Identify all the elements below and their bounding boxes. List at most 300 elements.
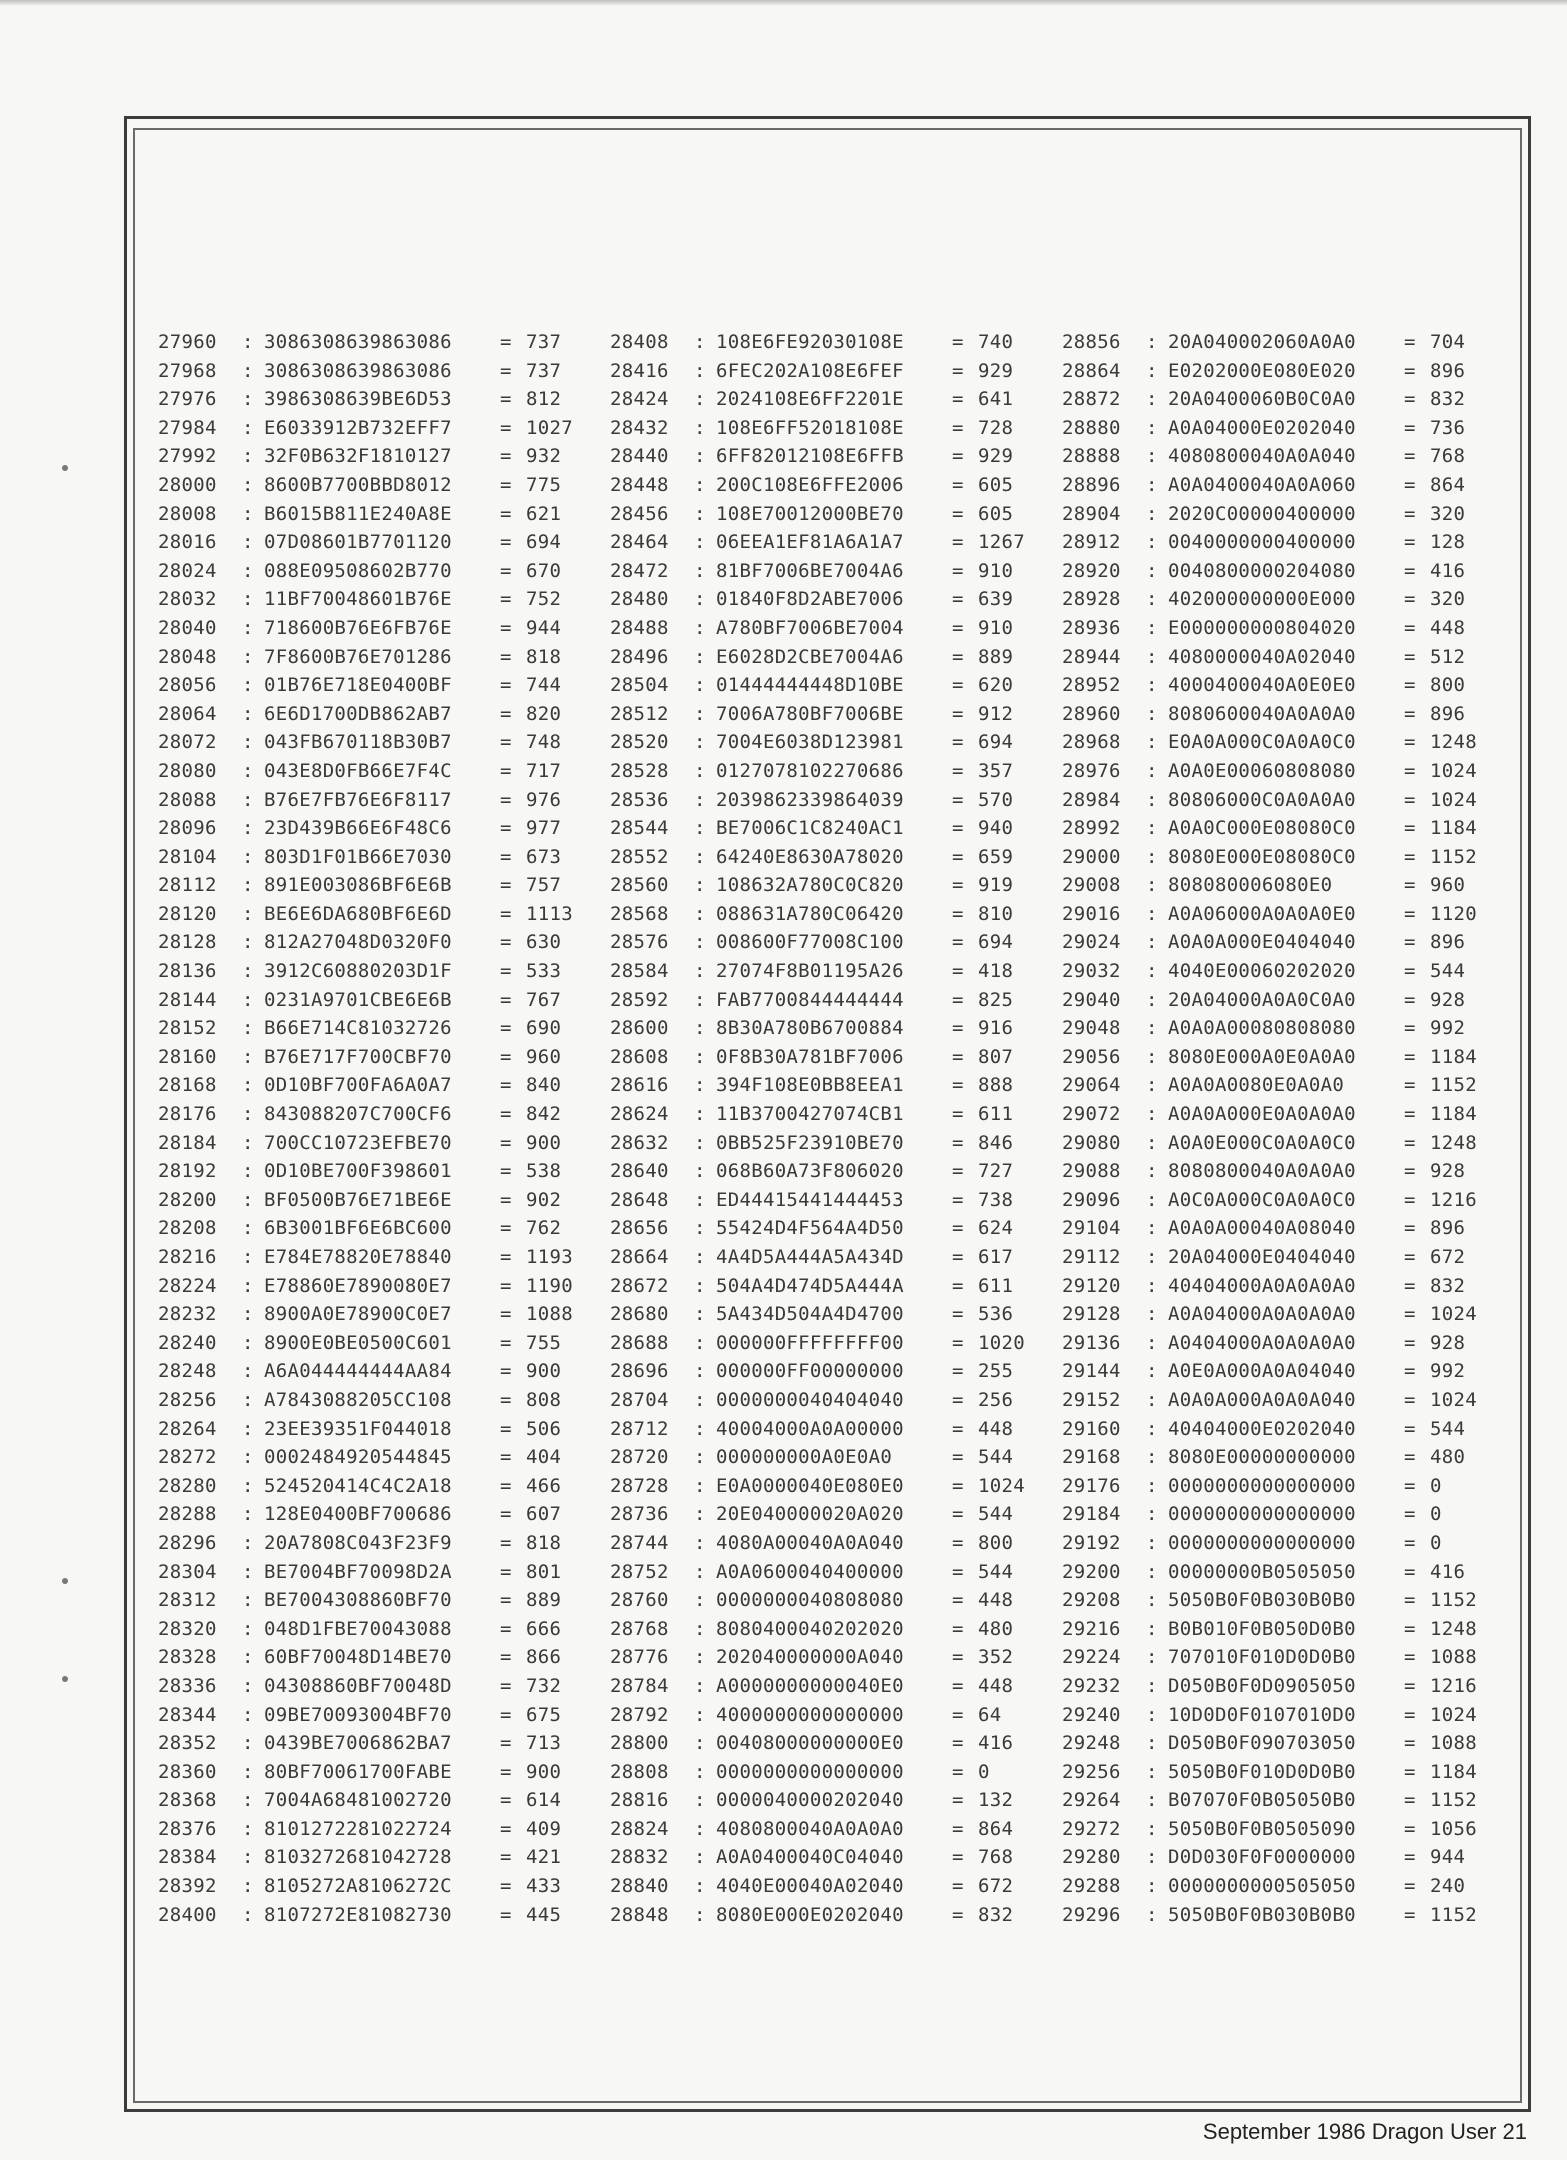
hex-data: A0A0E00060808080: [1168, 759, 1356, 782]
checksum: 533: [526, 960, 562, 983]
checksum: 672: [1430, 1246, 1466, 1268]
listing-row: [610, 500, 1062, 529]
equals-sign: =: [500, 416, 512, 439]
colon-separator: :: [1146, 531, 1158, 554]
listing-row: [158, 643, 610, 672]
equals-sign: =: [952, 1074, 964, 1097]
hex-data: 40004000A0A00000: [716, 1417, 904, 1440]
equals-sign: =: [952, 1789, 964, 1812]
line-address: 29000: [1062, 845, 1121, 868]
line-address: 28704: [610, 1388, 669, 1411]
hex-data: A0A0A000E0404040: [1168, 931, 1356, 954]
colon-separator: :: [242, 502, 254, 525]
checksum: 740: [978, 331, 1014, 353]
checksum: 902: [526, 1188, 562, 1211]
colon-separator: :: [694, 445, 706, 468]
listing-row: [610, 1843, 1062, 1872]
equals-sign: =: [1404, 1131, 1416, 1154]
checksum: 544: [978, 1560, 1014, 1583]
listing-row: [1062, 1472, 1514, 1501]
hex-data: 4A4D5A444A5A434D: [716, 1246, 904, 1268]
listing-row: [610, 928, 1062, 957]
hex-data: 7004E6038D123981: [716, 731, 904, 754]
checksum: 607: [526, 1503, 562, 1526]
hex-data: 108E70012000BE70: [716, 502, 904, 525]
checksum: 512: [1430, 645, 1466, 668]
line-address: 27960: [158, 331, 217, 353]
line-address: 28536: [610, 788, 669, 811]
listing-row: [158, 1157, 610, 1186]
listing-row: [158, 585, 610, 614]
colon-separator: :: [1146, 1760, 1158, 1783]
hex-data: 000000FFFFFFFF00: [716, 1331, 904, 1354]
hex-data: 108E6FE92030108E: [716, 331, 904, 353]
equals-sign: =: [500, 1646, 512, 1669]
hex-data: A0A0600040400000: [716, 1560, 904, 1583]
equals-sign: =: [1404, 874, 1416, 897]
hex-data: 20A040002060A0A0: [1168, 331, 1356, 353]
checksum: 889: [526, 1589, 562, 1612]
checksum: 672: [978, 1875, 1014, 1898]
equals-sign: =: [1404, 1789, 1416, 1812]
hex-data: 6B3001BF6E6BC600: [264, 1217, 452, 1240]
line-address: 29136: [1062, 1331, 1121, 1354]
line-address: 28960: [1062, 702, 1121, 725]
hex-data: E0202000E080E020: [1168, 359, 1356, 382]
hex-data: 3086308639863086: [264, 359, 452, 382]
line-address: 28888: [1062, 445, 1121, 468]
checksum: 255: [978, 1360, 1014, 1383]
listing-row: [1062, 1643, 1514, 1672]
line-address: 28232: [158, 1303, 217, 1326]
line-address: 28688: [610, 1331, 669, 1354]
listing-row: [1062, 1157, 1514, 1186]
colon-separator: :: [242, 531, 254, 554]
line-address: 28440: [610, 445, 669, 468]
equals-sign: =: [952, 1474, 964, 1497]
line-address: 29168: [1062, 1446, 1121, 1469]
listing-row: [158, 786, 610, 815]
listing-row: [158, 900, 610, 929]
line-address: 28512: [610, 702, 669, 725]
line-address: 28696: [610, 1360, 669, 1383]
line-address: 28240: [158, 1331, 217, 1354]
colon-separator: :: [1146, 1846, 1158, 1869]
colon-separator: :: [694, 759, 706, 782]
equals-sign: =: [952, 874, 964, 897]
hex-data: 524520414C4C2A18: [264, 1474, 452, 1497]
colon-separator: :: [1146, 1446, 1158, 1469]
line-address: 28360: [158, 1760, 217, 1783]
hex-data: E000000000804020: [1168, 616, 1356, 639]
checksum: 620: [978, 674, 1014, 697]
colon-separator: :: [242, 1846, 254, 1869]
equals-sign: =: [500, 1360, 512, 1383]
checksum: 910: [978, 616, 1014, 639]
listing-row: [1062, 414, 1514, 443]
equals-sign: =: [952, 1331, 964, 1354]
colon-separator: :: [1146, 445, 1158, 468]
colon-separator: :: [1146, 1674, 1158, 1697]
equals-sign: =: [1404, 1560, 1416, 1583]
checksum: 910: [978, 559, 1014, 582]
colon-separator: :: [242, 1589, 254, 1612]
colon-separator: :: [694, 960, 706, 983]
listing-row: [158, 757, 610, 786]
checksum: 544: [1430, 960, 1466, 983]
checksum: 506: [526, 1417, 562, 1440]
line-address: 28136: [158, 960, 217, 983]
listing-row: [610, 1901, 1062, 1930]
hex-data: 5050B0F0B0505090: [1168, 1817, 1356, 1840]
checksum: 0: [1430, 1531, 1442, 1554]
equals-sign: =: [952, 674, 964, 697]
checksum: 864: [1430, 473, 1466, 496]
listing-row: [158, 328, 610, 357]
line-address: 28784: [610, 1674, 669, 1697]
line-address: 28272: [158, 1446, 217, 1469]
equals-sign: =: [500, 1160, 512, 1183]
line-address: 28672: [610, 1274, 669, 1297]
colon-separator: :: [1146, 1188, 1158, 1211]
checksum: 416: [978, 1732, 1014, 1755]
colon-separator: :: [694, 1331, 706, 1354]
hex-data: A0A0A00080808080: [1168, 1017, 1356, 1040]
hex-data: 6FEC202A108E6FEF: [716, 359, 904, 382]
checksum: 544: [1430, 1417, 1466, 1440]
listing-row: [1062, 585, 1514, 614]
line-address: 28496: [610, 645, 669, 668]
line-address: 28576: [610, 931, 669, 954]
line-address: 28144: [158, 988, 217, 1011]
listing-row: [158, 1615, 610, 1644]
hex-data: 808080006080E0: [1168, 874, 1333, 897]
hex-data: 8600B7700BBD8012: [264, 473, 452, 496]
checksum: 673: [526, 845, 562, 868]
equals-sign: =: [952, 1103, 964, 1126]
hex-data: 6FF82012108E6FFB: [716, 445, 904, 468]
listing-row: [158, 557, 610, 586]
checksum: 409: [526, 1817, 562, 1840]
hex-data: B07070F0B05050B0: [1168, 1789, 1356, 1812]
listing-row: [1062, 1529, 1514, 1558]
listing-row: [610, 1672, 1062, 1701]
colon-separator: :: [242, 931, 254, 954]
line-address: 28024: [158, 559, 217, 582]
listing-row: [1062, 1043, 1514, 1072]
checksum: 641: [978, 388, 1014, 411]
hex-data: A0A0A000A0A0A040: [1168, 1388, 1356, 1411]
listing-row: [1062, 786, 1514, 815]
checksum: 944: [526, 616, 562, 639]
listing-row: [158, 1529, 610, 1558]
line-address: 29064: [1062, 1074, 1121, 1097]
listing-row: [1062, 500, 1514, 529]
colon-separator: :: [694, 1388, 706, 1411]
line-address: 28984: [1062, 788, 1121, 811]
hex-data: 068B60A73F806020: [716, 1160, 904, 1183]
checksum: 717: [526, 759, 562, 782]
listing-row: [1062, 471, 1514, 500]
page-top-edge: [0, 0, 1567, 6]
line-address: 28448: [610, 473, 669, 496]
listing-row: [158, 1586, 610, 1615]
listing-row: [1062, 700, 1514, 729]
equals-sign: =: [1404, 1017, 1416, 1040]
listing-row: [610, 442, 1062, 471]
colon-separator: :: [694, 559, 706, 582]
line-address: 28656: [610, 1217, 669, 1240]
checksum: 928: [1430, 1331, 1466, 1354]
hex-data: 4080A00040A0A040: [716, 1531, 904, 1554]
hex-data: 008600F77008C100: [716, 931, 904, 954]
listing-row: [610, 357, 1062, 386]
hex-data: 20E040000020A020: [716, 1503, 904, 1526]
listing-row: [158, 957, 610, 986]
hex-data: 7006A780BF7006BE: [716, 702, 904, 725]
colon-separator: :: [1146, 331, 1158, 353]
listing-row: [158, 1901, 610, 1930]
equals-sign: =: [952, 1560, 964, 1583]
listing-row: [1062, 728, 1514, 757]
checksum: 736: [1430, 416, 1466, 439]
line-address: 28104: [158, 845, 217, 868]
checksum: 992: [1430, 1360, 1466, 1383]
colon-separator: :: [1146, 1617, 1158, 1640]
colon-separator: :: [242, 1875, 254, 1898]
hex-data: D0D030F0F0000000: [1168, 1846, 1356, 1869]
listing-row: [158, 1843, 610, 1872]
listing-row: [610, 1529, 1062, 1558]
equals-sign: =: [1404, 1074, 1416, 1097]
listing-row: [610, 1329, 1062, 1358]
colon-separator: :: [694, 1246, 706, 1268]
line-address: 28472: [610, 559, 669, 582]
hex-data: 5050B0F0B030B0B0: [1168, 1589, 1356, 1612]
equals-sign: =: [500, 1789, 512, 1812]
hex-data: 0000000040808080: [716, 1589, 904, 1612]
colon-separator: :: [694, 1846, 706, 1869]
line-address: 28904: [1062, 502, 1121, 525]
checksum: 864: [978, 1817, 1014, 1840]
equals-sign: =: [500, 788, 512, 811]
equals-sign: =: [500, 817, 512, 840]
listing-row: [1062, 1558, 1514, 1587]
colon-separator: :: [242, 388, 254, 411]
colon-separator: :: [1146, 1045, 1158, 1068]
listing-row: [610, 1071, 1062, 1100]
listing-row: [610, 1243, 1062, 1272]
listing-row: [610, 1415, 1062, 1444]
checksum: 818: [526, 645, 562, 668]
hex-data: 20A7808C043F23F9: [264, 1531, 452, 1554]
colon-separator: :: [242, 731, 254, 754]
hex-data: A0A04000A0A0A0A0: [1168, 1303, 1356, 1326]
checksum: 919: [978, 874, 1014, 897]
listing-row: [158, 1701, 610, 1730]
line-address: 28416: [610, 359, 669, 382]
checksum: 762: [526, 1217, 562, 1240]
colon-separator: :: [242, 674, 254, 697]
colon-separator: :: [242, 817, 254, 840]
line-address: 28248: [158, 1360, 217, 1383]
checksum: 416: [1430, 1560, 1466, 1583]
hex-data: 20A04000A0A0C0A0: [1168, 988, 1356, 1011]
equals-sign: =: [1404, 902, 1416, 925]
listing-row: [1062, 643, 1514, 672]
checksum: 744: [526, 674, 562, 697]
line-address: 28640: [610, 1160, 669, 1183]
hex-data: 0D10BE700F398601: [264, 1160, 452, 1183]
checksum: 1152: [1430, 1589, 1477, 1612]
colon-separator: :: [242, 1531, 254, 1554]
colon-separator: :: [242, 588, 254, 611]
colon-separator: :: [242, 1789, 254, 1812]
listing-row: [1062, 1586, 1514, 1615]
equals-sign: =: [952, 1703, 964, 1726]
equals-sign: =: [952, 502, 964, 525]
listing-row: [158, 728, 610, 757]
listing-row: [158, 1014, 610, 1043]
checksum: 433: [526, 1875, 562, 1898]
equals-sign: =: [1404, 473, 1416, 496]
listing-row: [610, 728, 1062, 757]
checksum: 1113: [526, 902, 573, 925]
colon-separator: :: [1146, 1817, 1158, 1840]
listing-row: [1062, 928, 1514, 957]
hex-data: 0F8B30A781BF7006: [716, 1045, 904, 1068]
colon-separator: :: [694, 1303, 706, 1326]
listing-row: [158, 1758, 610, 1787]
listing-row: [1062, 1672, 1514, 1701]
colon-separator: :: [694, 1017, 706, 1040]
equals-sign: =: [500, 1617, 512, 1640]
hex-data: BE7006C1C8240AC1: [716, 817, 904, 840]
equals-sign: =: [952, 1674, 964, 1697]
checksum: 240: [1430, 1875, 1466, 1898]
line-address: 28648: [610, 1188, 669, 1211]
colon-separator: :: [242, 473, 254, 496]
line-address: 28192: [158, 1160, 217, 1183]
equals-sign: =: [952, 1131, 964, 1154]
hex-data: 8080600040A0A0A0: [1168, 702, 1356, 725]
line-address: 28544: [610, 817, 669, 840]
hex-data: 8B30A780B6700884: [716, 1017, 904, 1040]
colon-separator: :: [242, 1732, 254, 1755]
line-address: 29088: [1062, 1160, 1121, 1183]
listing-row: [1062, 843, 1514, 872]
listing-row: [610, 871, 1062, 900]
line-address: 28208: [158, 1217, 217, 1240]
colon-separator: :: [694, 731, 706, 754]
hex-data: 8103272681042728: [264, 1846, 452, 1869]
line-address: 28592: [610, 988, 669, 1011]
colon-separator: :: [694, 931, 706, 954]
equals-sign: =: [1404, 674, 1416, 697]
checksum: 825: [978, 988, 1014, 1011]
page-footer: September 1986 Dragon User 21: [1202, 2119, 1527, 2144]
checksum: 900: [526, 1131, 562, 1154]
listing-row: [1062, 757, 1514, 786]
line-address: 29016: [1062, 902, 1121, 925]
hex-data: 043E8D0FB66E7F4C: [264, 759, 452, 782]
listing-row: [610, 786, 1062, 815]
equals-sign: =: [952, 902, 964, 925]
hex-data: 700CC10723EFBE70: [264, 1131, 452, 1154]
listing-row: [610, 1186, 1062, 1215]
equals-sign: =: [500, 874, 512, 897]
equals-sign: =: [952, 445, 964, 468]
line-address: 28160: [158, 1045, 217, 1068]
colon-separator: :: [1146, 588, 1158, 611]
line-address: 29216: [1062, 1617, 1121, 1640]
hex-data: 402000000000E000: [1168, 588, 1356, 611]
colon-separator: :: [1146, 1103, 1158, 1126]
equals-sign: =: [952, 960, 964, 983]
checksum: 1190: [526, 1274, 573, 1297]
equals-sign: =: [500, 1732, 512, 1755]
colon-separator: :: [242, 902, 254, 925]
equals-sign: =: [952, 845, 964, 868]
hex-data: 0000000000000000: [1168, 1531, 1356, 1554]
equals-sign: =: [500, 1846, 512, 1869]
hex-data: 0231A9701CBE6E6B: [264, 988, 452, 1011]
listing-row: [158, 1329, 610, 1358]
hex-data: A0404000A0A0A0A0: [1168, 1331, 1356, 1354]
equals-sign: =: [1404, 817, 1416, 840]
hex-data: 0040000000400000: [1168, 531, 1356, 554]
checksum: 801: [526, 1560, 562, 1583]
colon-separator: :: [242, 645, 254, 668]
colon-separator: :: [694, 1103, 706, 1126]
checksum: 536: [978, 1303, 1014, 1326]
line-address: 28520: [610, 731, 669, 754]
checksum: 1024: [1430, 1388, 1477, 1411]
checksum: 1088: [526, 1303, 573, 1326]
listing-row: [158, 1415, 610, 1444]
listing-row: [158, 442, 610, 471]
line-address: 28032: [158, 588, 217, 611]
hex-data: A0A0C000E08080C0: [1168, 817, 1356, 840]
colon-separator: :: [694, 1732, 706, 1755]
colon-separator: :: [694, 1360, 706, 1383]
colon-separator: :: [694, 416, 706, 439]
line-address: 27968: [158, 359, 217, 382]
hex-data: A0A0A0080E0A0A0: [1168, 1074, 1345, 1097]
checksum: 900: [526, 1760, 562, 1783]
equals-sign: =: [952, 359, 964, 382]
line-address: 28016: [158, 531, 217, 554]
hex-data: 7004A68481002720: [264, 1789, 452, 1812]
listing-row: [158, 1129, 610, 1158]
line-address: 28992: [1062, 817, 1121, 840]
colon-separator: :: [242, 1045, 254, 1068]
line-address: 28720: [610, 1446, 669, 1469]
colon-separator: :: [1146, 1474, 1158, 1497]
listing-row: [610, 557, 1062, 586]
punch-mark: [62, 1578, 68, 1584]
hex-data: A0A04000E0202040: [1168, 416, 1356, 439]
line-address: 28872: [1062, 388, 1121, 411]
checksum: 842: [526, 1103, 562, 1126]
line-address: 29240: [1062, 1703, 1121, 1726]
colon-separator: :: [1146, 902, 1158, 925]
checksum: 666: [526, 1617, 562, 1640]
checksum: 808: [526, 1388, 562, 1411]
checksum: 737: [526, 331, 562, 353]
checksum: 977: [526, 817, 562, 840]
hex-data: 6E6D1700DB862AB7: [264, 702, 452, 725]
